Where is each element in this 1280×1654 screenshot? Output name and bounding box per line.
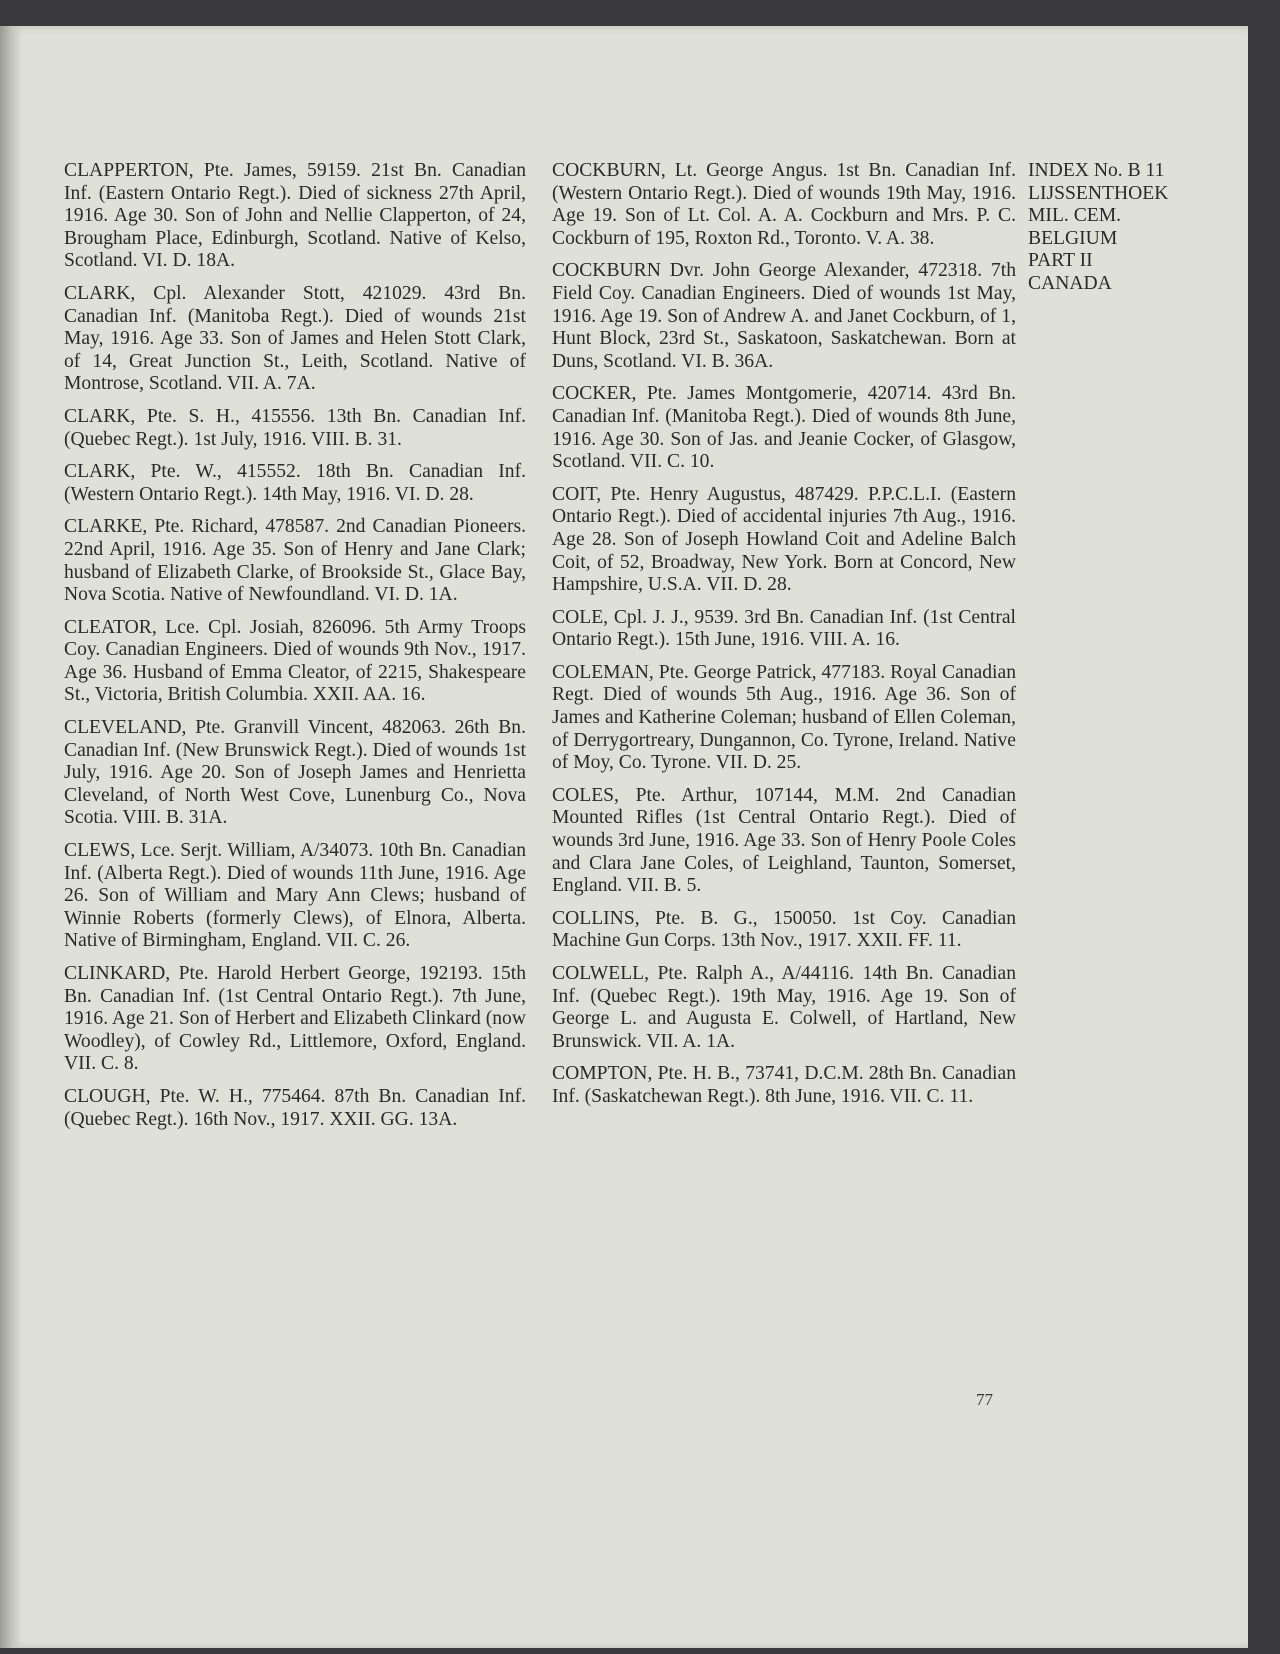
entry-cole: COLE, Cpl. J. J., 9539. 3rd Bn. Canadian Inf. (1st Central Ontario Regt.). 15th June, 1916. VIII. A. 16.: [552, 606, 1016, 651]
entry-cockburn-george: COCKBURN, Lt. George Angus. 1st Bn. Canadian Inf. (Western Ontario Regt.). Died of wounds 19th May, 1916. Age 19. Son of Lt. Col. A. A. Cockburn and Mrs. P. C. Cockburn of 195, Roxton Rd., Toronto. V. A. 38.: [552, 160, 1016, 249]
cemetery-type: MIL. CEM.: [1028, 205, 1122, 227]
part-label: PART II: [1028, 250, 1093, 272]
entry-colwell: COLWELL, Pte. Ralph A., A/44116. 14th Bn. Canadian Inf. (Quebec Regt.). 19th May, 1916. Age 19. Son of George L. and Augusta E. Colwell, of Hartland, New Brunswick. VII. A. 1A.: [552, 963, 1016, 1052]
entry-cleveland: CLEVELAND, Pte. Granvill Vincent, 482063. 26th Bn. Canadian Inf. (New Brunswick Regt.). Died of wounds 1st July, 1916. Age 20. Son of Joseph James and Henrietta Cleveland, of North West Cove, Lunenburg Co., Nova Scotia. VIII. B. 31A.: [64, 717, 526, 829]
middle-column: [552, 160, 1016, 1119]
entry-clark-alexander: CLARK, Cpl. Alexander Stott, 421029. 43rd Bn. Canadian Inf. (Manitoba Regt.). Died of wounds 21st May, 1916. Age 33. Son of James and Helen Stott Clark, of 14, Great Junction St., Leith, Scotland. Native of Montrose, Scotland. VII. A. 7A.: [64, 282, 526, 395]
entry-clark-w: CLARK, Pte. W., 415552. 18th Bn. Canadian Inf. (Western Ontario Regt.). 14th May, 1916. VI. D. 28.: [64, 461, 526, 505]
entry-cocker: COCKER, Pte. James Montgomerie, 420714. 43rd Bn. Canadian Inf. (Manitoba Regt.). Died of wounds 8th June, 1916. Age 30. Son of Jas. and Jeanie Cocker, of Glasgow, Scotland. VII. C. 10.: [552, 383, 1016, 473]
entry-clarke-richard: CLARKE, Pte. Richard, 478587. 2nd Canadian Pioneers. 22nd April, 1916. Age 35. Son of Henry and Jane Clark; husband of Elizabeth Clarke, of Brookside St., Glace Bay, Nova Scotia. Native of Newfoundland. VI. D. 1A.: [64, 516, 526, 606]
entry-coleman: COLEMAN, Pte. George Patrick, 477183. Royal Canadian Regt. Died of wounds 5th Aug., 1916. Age 36. Son of James and Katherine Coleman; husband of Ellen Coleman, of Derrygortreary, Dungannon, Co. Tyrone, Ireland. Native of Moy, Co. Tyrone. VII. D. 25.: [552, 661, 1016, 774]
left-column: [64, 160, 526, 1141]
index-number: INDEX No. B 11: [1028, 160, 1165, 181]
binding-edge: [0, 26, 22, 1648]
cemetery-name: LIJSSENTHOEK: [1028, 182, 1169, 204]
entry-compton: COMPTON, Pte. H. B., 73741, D.C.M. 28th Bn. Canadian Inf. (Saskatchewan Regt.). 8th June, 1916. VII. C. 11.: [552, 1063, 1016, 1107]
entry-clinkard: CLINKARD, Pte. Harold Herbert George, 192193. 15th Bn. Canadian Inf. (1st Central Ontario Regt.). 7th June, 1916. Age 21. Son of Herbert and Elizabeth Clinkard (now Woodley), of Cowley Rd., Littlemore, Oxford, England. VII. C. 8.: [64, 963, 526, 1075]
page-number: 77: [976, 1390, 993, 1409]
entry-coles: COLES, Pte. Arthur, 107144, M.M. 2nd Canadian Mounted Rifles (1st Central Ontario Regt.). Died of wounds 3rd June, 1916. Age 33. Son of Henry Poole Coles and Clara Jane Coles, of Leighland, Taunton, Somerset, England. VII. B. 5.: [552, 784, 1016, 897]
entry-collins: COLLINS, Pte. B. G., 150050. 1st Coy. Canadian Machine Gun Corps. 13th Nov., 1917. XXII. FF. 11.: [552, 907, 1016, 952]
document-page: [0, 26, 1248, 1648]
nationality: CANADA: [1028, 272, 1112, 294]
entry-clough: CLOUGH, Pte. W. H., 775464. 87th Bn. Canadian Inf. (Quebec Regt.). 16th Nov., 1917. XXII. GG. 13A.: [64, 1085, 526, 1130]
entry-coit: COIT, Pte. Henry Augustus, 487429. P.P.C.L.I. (Eastern Ontario Regt.). Died of accidental injuries 7th Aug., 1916. Age 28. Son of Joseph Howland Coit and Adeline Balch Coit, of 52, Broadway, New York. Born at Concord, New Hampshire, U.S.A. VII. D. 28.: [552, 483, 1016, 596]
country: BELGIUM: [1028, 227, 1118, 249]
entry-cleator: CLEATOR, Lce. Cpl. Josiah, 826096. 5th Army Troops Coy. Canadian Engineers. Died of wounds 9th Nov., 1917. Age 36. Husband of Emma Cleator, of 2215, Shakespeare St., Victoria, British Columbia. XXII. AA. 16.: [64, 616, 526, 706]
index-header: [1028, 160, 1228, 296]
entry-clews: CLEWS, Lce. Serjt. William, A/34073. 10th Bn. Canadian Inf. (Alberta Regt.). Died of wounds 11th June, 1916. Age 26. Son of William and Mary Ann Clews; husband of Winnie Roberts (formerly Clews), of Elnora, Alberta. Native of Birmingham, England. VII. C. 26.: [64, 840, 526, 952]
entry-clark-s-h: CLARK, Pte. S. H., 415556. 13th Bn. Canadian Inf. (Quebec Regt.). 1st July, 1916. VIII. B. 31.: [64, 405, 526, 450]
entry-cockburn-john: COCKBURN Dvr. John George Alexander, 472318. 7th Field Coy. Canadian Engineers. Died of wounds 1st May, 1916. Age 19. Son of Andrew A. and Janet Cockburn, of 1, Hunt Block, 23rd St., Saskatoon, Saskatchewan. Born at Duns, Scotland. VI. B. 36A.: [552, 260, 1016, 372]
entry-clapperton: CLAPPERTON, Pte. James, 59159. 21st Bn. Canadian Inf. (Eastern Ontario Regt.). Died of sickness 27th April, 1916. Age 30. Son of John and Nellie Clapperton, of 24, Brougham Place, Edinburgh, Scotland. Native of Kelso, Scotland. VI. D. 18A.: [64, 160, 526, 272]
